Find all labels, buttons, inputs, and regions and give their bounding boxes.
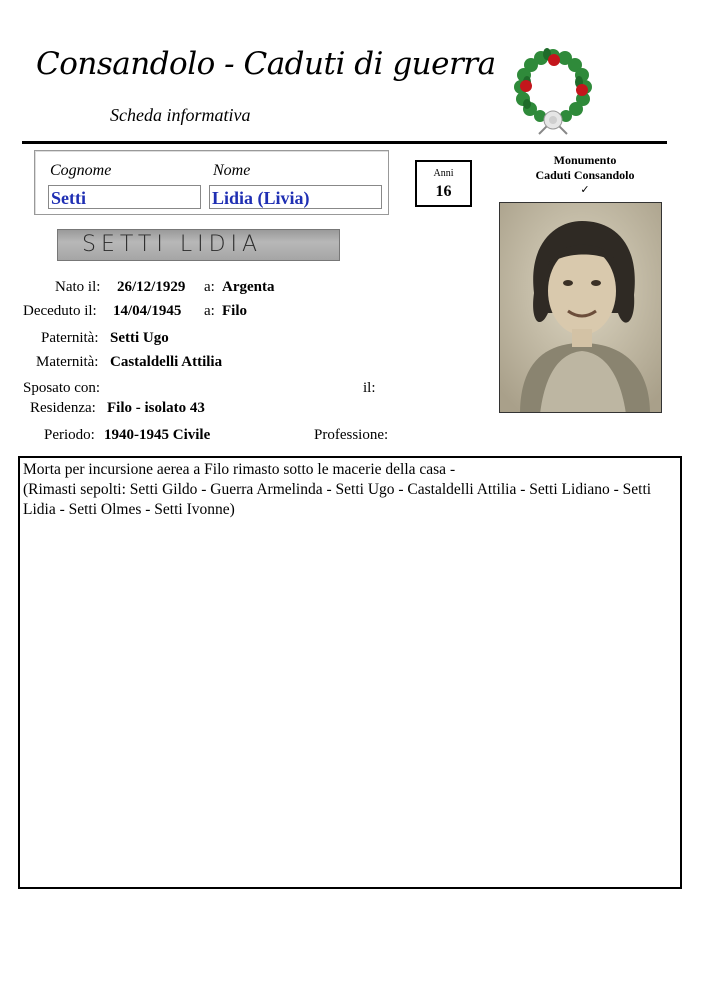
periodo-label: Periodo:: [44, 427, 95, 443]
cognome-field[interactable]: Setti: [48, 185, 201, 209]
maternita-label: Maternità:: [36, 354, 99, 370]
paternita-value: Setti Ugo: [110, 330, 169, 346]
plaque-text: SETTI LIDIA: [82, 232, 263, 257]
portrait-photo: [499, 202, 662, 413]
description-line1: Morta per incursione aerea a Filo rimasto sotto le macerie della casa -: [23, 461, 456, 478]
page-subtitle: Scheda informativa: [110, 105, 251, 125]
age-value: 16: [435, 183, 452, 200]
monument-line1: Monumento: [553, 153, 617, 167]
residenza-value: Filo - isolato 43: [107, 400, 205, 416]
nato-label: Nato il:: [55, 279, 101, 295]
monument-line2: Caduti Consandolo: [535, 168, 635, 182]
periodo-value: 1940-1945 Civile: [104, 427, 211, 443]
deceduto-place: Filo: [222, 303, 247, 319]
sposato-il-label: il:: [363, 380, 376, 396]
nato-date: 26/12/1929: [117, 279, 186, 295]
nome-field[interactable]: Lidia (Livia): [209, 185, 382, 209]
sposato-label: Sposato con:: [23, 380, 101, 396]
deceduto-a-label: a:: [204, 303, 215, 319]
nome-label: Nome: [213, 162, 251, 179]
maternita-value: Castaldelli Attilia: [110, 354, 223, 370]
description-line2: (Rimasti sepolti: Setti Gildo - Guerra Armelinda - Setti Ugo - Castaldelli Attilia - Setti Lidiano - Setti Lidia - Setti Olmes - Setti Ivonne): [23, 481, 652, 518]
deceduto-date: 14/04/1945: [113, 303, 182, 319]
nato-place: Argenta: [222, 279, 275, 295]
deceduto-label: Deceduto il:: [23, 303, 97, 319]
description-box[interactable]: [18, 456, 682, 889]
monument-section: [515, 153, 655, 198]
professione-label: Professione:: [314, 427, 389, 443]
nato-a-label: a:: [204, 279, 215, 295]
wreath-icon: [505, 42, 601, 138]
age-label: Anni: [433, 168, 454, 179]
age-box: [415, 160, 472, 207]
paternita-label: Paternità:: [41, 330, 99, 346]
residenza-label: Residenza:: [30, 400, 96, 416]
page-title: Consandolo - Caduti di guerra: [36, 46, 496, 82]
header-divider: [22, 141, 667, 144]
monument-checkbox[interactable]: ✓: [580, 184, 590, 196]
cognome-label: Cognome: [50, 162, 112, 179]
